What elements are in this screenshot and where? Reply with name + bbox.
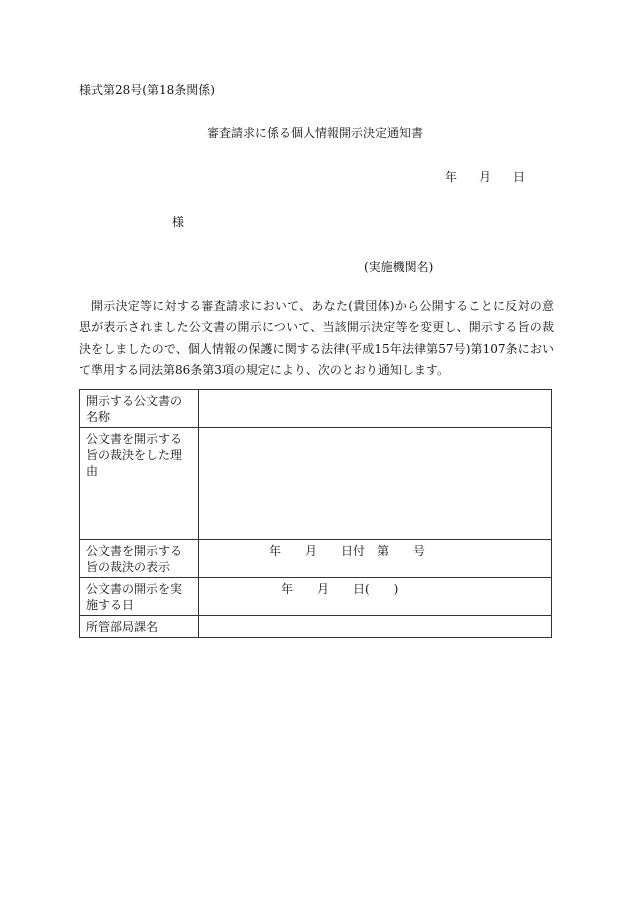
row-value-department <box>199 616 552 638</box>
agency-name-placeholder: (実施機関名) <box>364 260 434 274</box>
row-value-decision-indication: 年 月 日付 第 号 <box>199 540 552 578</box>
date-line <box>445 168 525 185</box>
row-value-disclosure-date: 年 月 日( ) <box>199 578 552 616</box>
row-value-decision-reason <box>199 428 552 540</box>
addressee-honorific: 様 <box>172 215 185 229</box>
table-row <box>80 616 552 638</box>
date-month: 月 <box>479 170 492 184</box>
notice-body-text: 開示決定等に対する審査請求において、あなた(貴団体)から公開することに反対の意思が表示されました公文書の開示について、当該開示決定等を変更し、開示する旨の裁決をしましたので、個人情報の保護に関する法律(平成15年法律第57号)第107条において準用する同法第86条第3項の規定により、次のとおり通知します。 <box>79 299 554 377</box>
row-value-document-name <box>199 390 552 428</box>
document-title: 審査請求に係る個人情報開示決定通知書 <box>206 126 423 140</box>
table-row <box>80 578 552 616</box>
row-label-department: 所管部局課名 <box>80 616 199 638</box>
date-day: 日 <box>513 170 526 184</box>
row-label-decision-indication: 公文書を開示する旨の裁決の表示 <box>80 540 199 578</box>
row-label-document-name: 開示する公文書の名称 <box>80 390 199 428</box>
date-year: 年 <box>445 170 458 184</box>
form-number: 様式第28号(第18条関係) <box>79 83 215 97</box>
table-row <box>80 428 552 540</box>
row-label-decision-reason: 公文書を開示する旨の裁決をした理由 <box>80 428 199 540</box>
notice-details-table <box>79 389 552 638</box>
table-row <box>80 540 552 578</box>
table-row <box>80 390 552 428</box>
row-label-disclosure-date: 公文書の開示を実施する日 <box>80 578 199 616</box>
